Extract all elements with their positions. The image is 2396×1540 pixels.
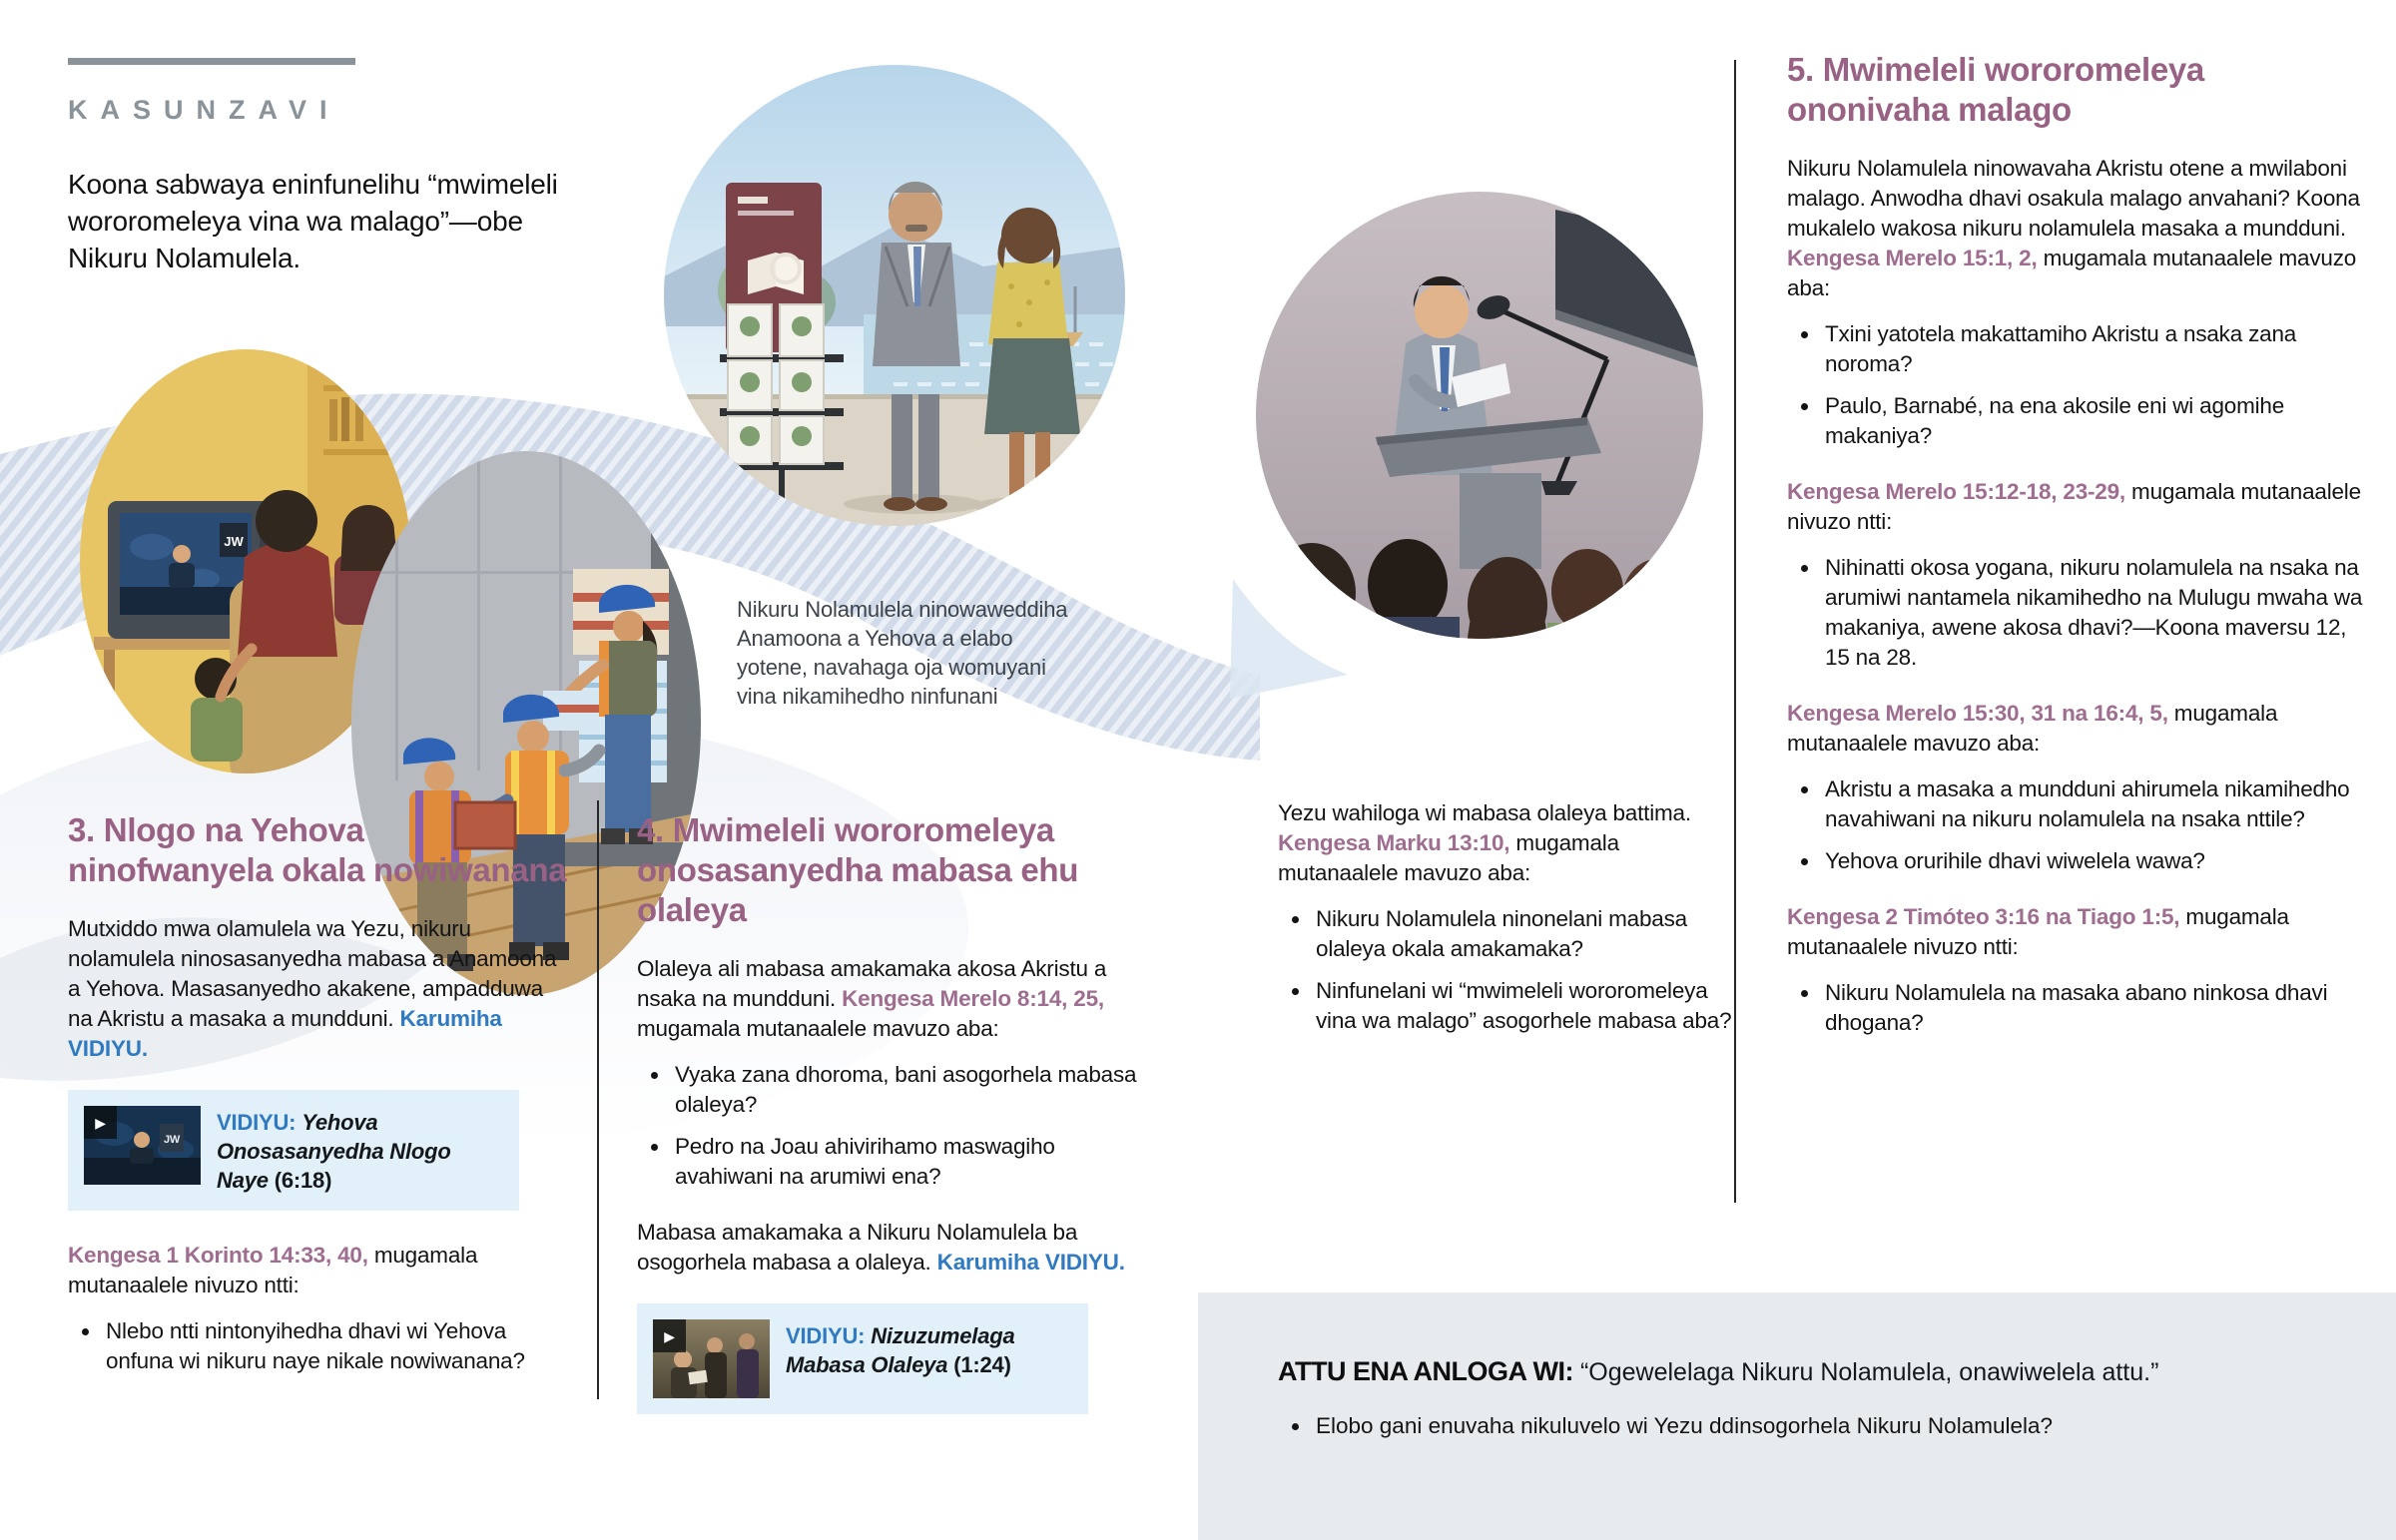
section-5-paragraph-text: Nikuru Nolamulela ninowavaha Akristu otene a mwilaboni malago. Anwodha dhavi osakula malago anvahani? Koona mukalelo wakosa nikuru nolamulela masaka a mundduni. <box>1787 156 2360 241</box>
scripture-ref-acts-15-1[interactable]: Kengesa Merelo 15:1, 2, <box>1787 246 2038 270</box>
question-item: • Nikuru Nolamulela ninonelani mabasa olaleya okala amakamaka? <box>1312 904 1732 964</box>
section-5-reference-4-text: mugamala mutanaalele nivuzo ntti: <box>1787 904 2289 959</box>
middle-paragraph <box>1278 798 1732 888</box>
jw-logo-thumb: JW <box>163 1134 181 1146</box>
section-4-heading: 4. Mwimeleli wororomeleya onosasanyedha mabasa ehu olaleya <box>637 811 1079 928</box>
section-3-questions <box>68 1316 572 1376</box>
section-4 <box>637 810 1141 1444</box>
video-box-preaching-work[interactable] <box>637 1303 1088 1414</box>
question-item: • Elobo gani enuvaha nikuluvelo wi Yezu ddinsogorhela Nikuru Nolamulela? <box>1312 1411 2336 1441</box>
column-divider-right <box>1734 60 1736 1203</box>
section-5-reference-2-text: mugamala mutanaalele nivuzo ntti: <box>1787 479 2361 534</box>
section-4-questions <box>637 1060 1141 1192</box>
scripture-ref-acts-15-30[interactable]: Kengesa Merelo 15:30, 31 na 16:4, 5, <box>1787 701 2168 726</box>
section-5-questions-2 <box>1787 553 2371 673</box>
section-5-questions-1 <box>1787 319 2371 451</box>
section-4-paragraph-2 <box>637 1218 1141 1278</box>
video-title: Yehova Onosasanyedha Nlogo Naye <box>217 1110 451 1193</box>
section-5-reference-3-text: mugamala mutanaalele mavuzo aba: <box>1787 701 2278 756</box>
section-5-heading: 5. Mwimeleli wororomeleya ononivaha malago <box>1787 51 2204 128</box>
intro-paragraph: Koona sabwaya eninfunelihu “mwimeleli wororomeleya vina wa malago”—obe Nikuru Nolamulela. <box>68 169 558 273</box>
video-box-jehovah-organizes[interactable] <box>68 1090 519 1211</box>
section-3-heading: 3. Nlogo na Yehova ninofwanyela okala nowiwanana <box>68 811 567 888</box>
lectern-speaker-scene <box>1256 192 1703 639</box>
question-item: • Nlebo ntti nintonyihedha dhavi wi Yehova onfuna wi nikuru naye nikale nowiwanana? <box>102 1316 572 1376</box>
section-4-video-link[interactable]: Karumiha VIDIYU. <box>936 1250 1125 1275</box>
middle-paragraph-text: Yezu wahiloga wi mabasa olaleya battima. <box>1278 800 1691 825</box>
video-thumbnail-broadcast-studio[interactable] <box>84 1106 201 1185</box>
play-icon[interactable]: ▶ <box>84 1106 117 1139</box>
scripture-ref-1-corinthians[interactable]: Kengesa 1 Korinto 14:33, 40, <box>68 1243 368 1268</box>
section-3-video-link[interactable]: Karumiha VIDIYU. <box>68 1006 502 1061</box>
section-5-questions-3 <box>1787 774 2371 876</box>
some-say-lead <box>1278 1354 2336 1389</box>
section-5-reference-paragraph-3 <box>1787 699 2371 759</box>
question-item: • Nikuru Nolamulela na masaka abano ninkosa dhavi dhogana? <box>1821 978 2371 1038</box>
section-4-paragraph-text: Olaleya ali mabasa amakamaka akosa Akristu a nsaka na mundduni. <box>637 956 1107 1011</box>
section-3 <box>68 810 572 1402</box>
video-label: VIDIYU: <box>217 1110 297 1135</box>
middle-reference-text: mugamala mutanaalele mavuzo aba: <box>1278 830 1619 885</box>
question-item: • Paulo, Barnabé, na ena akosile eni wi agomihe makaniya? <box>1821 391 2371 451</box>
question-item: • Txini yatotela makattamiho Akristu a nsaka zana noroma? <box>1821 319 2371 379</box>
some-say-label: ATTU ENA ANLOGA WI: <box>1278 1356 1580 1386</box>
literature-cart-scene <box>664 65 1125 526</box>
section-5 <box>1787 50 2371 1064</box>
question-item: • Pedro na Joau ahivirihamo maswagiho avahiwani na arumiwi ena? <box>671 1132 1141 1192</box>
scripture-ref-mark-13[interactable]: Kengesa Marku 13:10, <box>1278 830 1510 855</box>
section-4-paragraph-2-text: Mabasa amakamaka a Nikuru Nolamulela ba osogorhela mabasa a olaleya. <box>637 1220 1078 1275</box>
scripture-ref-acts-8[interactable]: Kengesa Merelo 8:14, 25, <box>842 986 1104 1011</box>
middle-column <box>1278 798 1732 1062</box>
section-5-reference-paragraph-4 <box>1787 902 2371 962</box>
section-5-paragraph <box>1787 154 2371 303</box>
question-item: • Yehova orurihile dhavi wiwelela wawa? <box>1821 846 2371 876</box>
section-4-reference-text: mugamala mutanaalele mavuzo aba: <box>637 1016 999 1041</box>
section-5-reference-1-text: mugamala mutanaalele mavuzo aba: <box>1787 246 2357 300</box>
section-3-reference-paragraph <box>68 1241 572 1300</box>
scripture-ref-2-timothy[interactable]: Kengesa 2 Timóteo 3:16 na Tiago 1:5, <box>1787 904 2180 929</box>
section-3-reference-text: mugamala mutanaalele nivuzo ntti: <box>68 1243 478 1297</box>
middle-questions <box>1278 904 1732 1036</box>
video-thumbnail-preaching[interactable] <box>653 1319 770 1398</box>
page-title: KASUNZAVI <box>68 95 340 125</box>
play-icon[interactable]: ▶ <box>653 1319 686 1352</box>
section-5-questions-4 <box>1787 978 2371 1038</box>
section-3-paragraph-text: Mutxiddo mwa olamulela wa Yezu, nikuru nolamulela ninosasanyedha mabasa a Anamoona a Yehova. Masasanyedho akakene, ampadduwa na Akristu a masaka a mundduni. <box>68 916 557 1031</box>
some-say-box <box>1198 1292 2396 1540</box>
section-5-reference-paragraph-2 <box>1787 477 2371 537</box>
question-item: • Akristu a masaka a mundduni ahirumela nikamihedho navahiwani na nikuru nolamulela na nsaka nttile? <box>1821 774 2371 834</box>
video-title: Nizuzumelaga Mabasa Olaleya <box>786 1323 1015 1377</box>
video-duration: (1:24) <box>953 1352 1011 1377</box>
section-3-paragraph <box>68 914 572 1064</box>
video-duration: (6:18) <box>274 1168 332 1193</box>
some-say-quote: “Ogewelelaga Nikuru Nolamulela, onawiwelela attu.” <box>1579 1358 2159 1386</box>
column-divider-left <box>597 800 599 1399</box>
masthead <box>68 58 572 276</box>
question-item: • Nihinatti okosa yogana, nikuru nolamulela na nsaka na arumiwi nantamela nikamihedho na Mulugu mwaha wa makaniya, awene akosa dhavi?—Koona maversu 12, 15 na 28. <box>1821 553 2371 673</box>
question-item: • Ninfunelani wi “mwimeleli wororomeleya vina wa malago” asogorhele mabasa aba? <box>1312 976 1732 1036</box>
scripture-ref-acts-15-12[interactable]: Kengesa Merelo 15:12-18, 23-29, <box>1787 479 2125 504</box>
illustration-literature-cart-couple <box>664 65 1125 526</box>
section-4-paragraph <box>637 954 1141 1044</box>
jw-logo-on-screen: JW <box>224 534 244 549</box>
video-caption <box>217 1106 503 1195</box>
video-caption <box>786 1319 1072 1379</box>
hero-caption: Nikuru Nolamulela ninowaweddiha Anamoona a Yehova a elabo yotene, navahaga oja womuyani vina nikamihedho ninfunani <box>737 597 1068 709</box>
illustration-speaker-at-lectern <box>1256 192 1703 639</box>
some-say-questions <box>1278 1411 2336 1441</box>
masthead-rule <box>68 58 355 65</box>
video-label: VIDIYU: <box>786 1323 866 1348</box>
question-item: • Vyaka zana dhoroma, bani asogorhela mabasa olaleya? <box>671 1060 1141 1120</box>
